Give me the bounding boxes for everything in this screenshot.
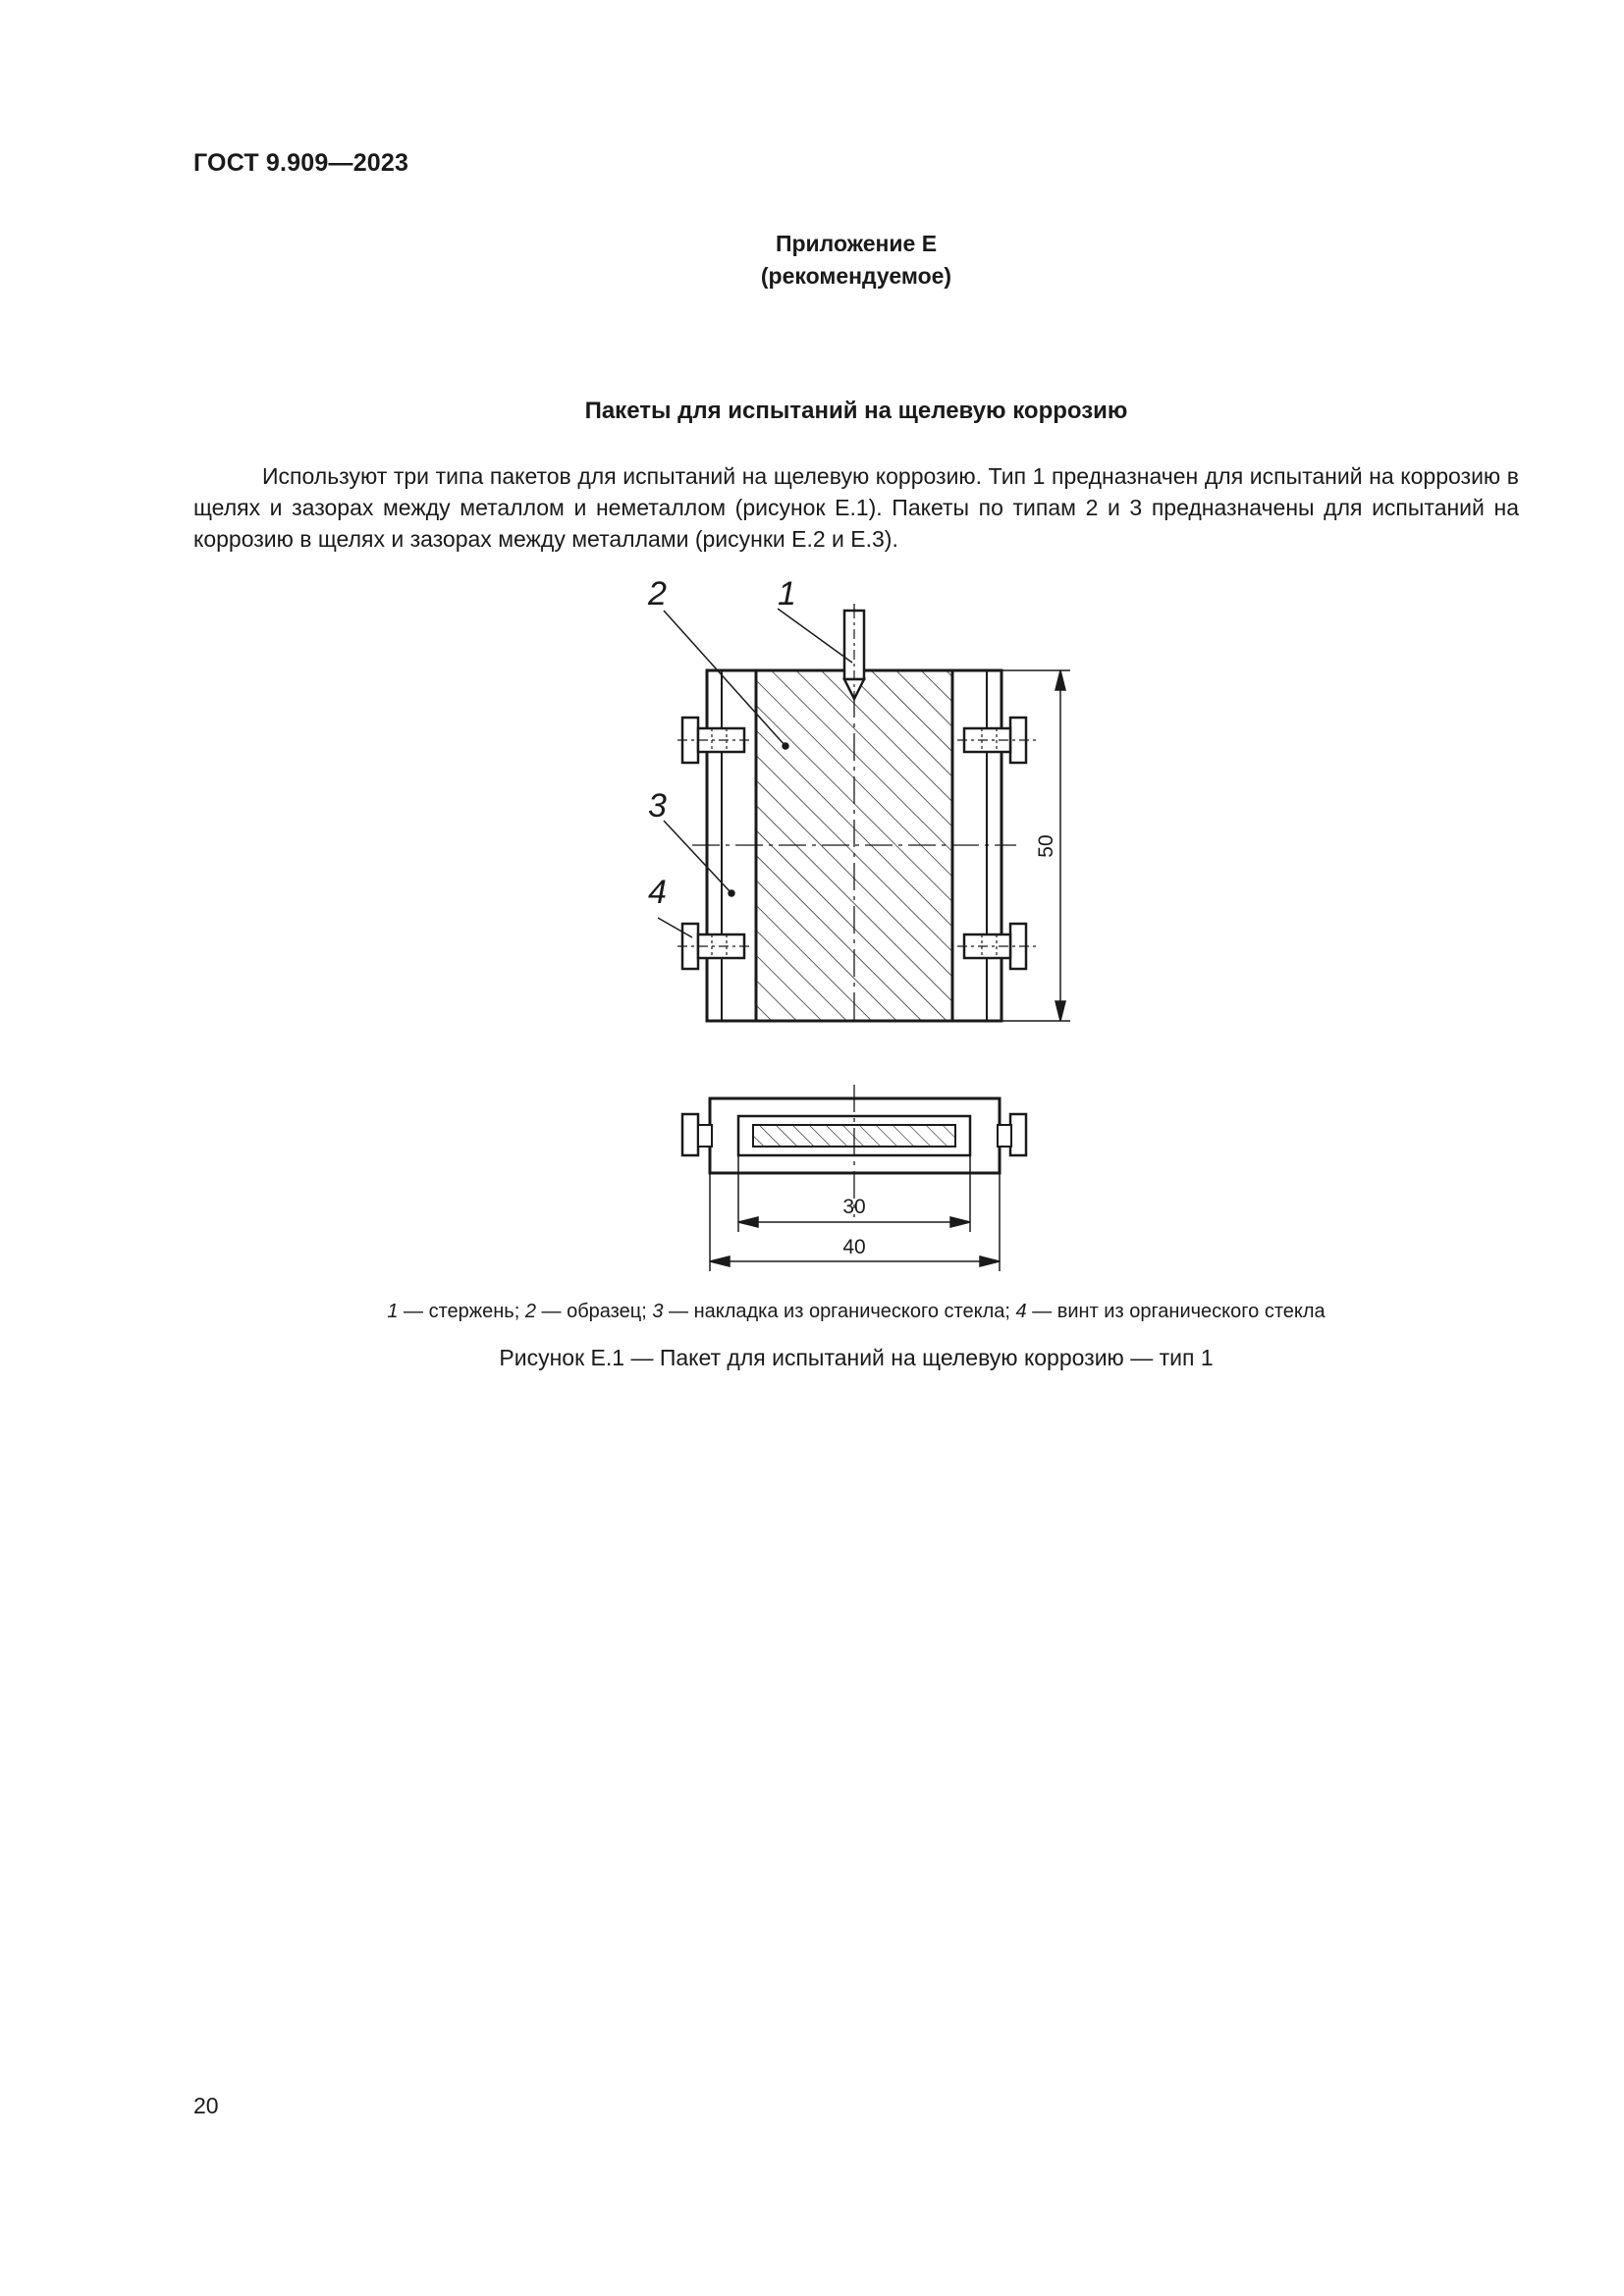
appendix-title: Приложение Е [775, 231, 938, 256]
appendix-subtitle: (рекомендуемое) [760, 263, 952, 289]
rod [844, 609, 864, 699]
front-view [658, 604, 1070, 1021]
screw-left-bottom [677, 924, 751, 969]
legend-text-2: — образец; [535, 1301, 653, 1322]
callout-plate: 3 [648, 787, 667, 825]
screw-left-top [677, 718, 751, 763]
dimension-height-label: 50 [1035, 834, 1057, 858]
legend-num-3: 3 [652, 1301, 664, 1322]
body-paragraph: Используют три типа пакетов для испытаний на щелевую коррозию. Тип 1 предназначен для испытаний на коррозию в щелях и зазорах между металлом и неметаллом (рисунок Е.1). Пакеты по типам 2 и 3 предназначены для испытаний на коррозию в щелях и зазорах между металлами (рисунки Е.2 и Е.3). [193, 463, 1519, 552]
dimension-outer-width-label: 40 [842, 1236, 866, 1258]
legend-text-1: — стержень; [398, 1301, 525, 1322]
callout-sample: 2 [648, 575, 667, 613]
dimension-inner-width-label: 30 [842, 1196, 866, 1218]
page-number: 20 [193, 2093, 219, 2118]
legend-num-2: 2 [524, 1301, 536, 1322]
figure-caption: Рисунок Е.1 — Пакет для испытаний на щелевую коррозию — тип 1 [499, 1345, 1214, 1370]
screw-right-bottom [957, 924, 1036, 969]
section-title: Пакеты для испытаний на щелевую коррозию [584, 398, 1128, 424]
document-code: ГОСТ 9.909—2023 [193, 149, 409, 177]
legend-num-4: 4 [1015, 1301, 1027, 1322]
callout-screw: 4 [648, 874, 667, 911]
legend-text-4: — винт из органического стекла [1026, 1301, 1326, 1322]
legend-num-1: 1 [387, 1301, 399, 1322]
legend-text-3: — накладка из органического стекла; [663, 1301, 1016, 1322]
figure-legend [0, 1301, 1624, 1323]
screw-right-top [957, 718, 1036, 763]
callout-rod: 1 [778, 575, 796, 613]
